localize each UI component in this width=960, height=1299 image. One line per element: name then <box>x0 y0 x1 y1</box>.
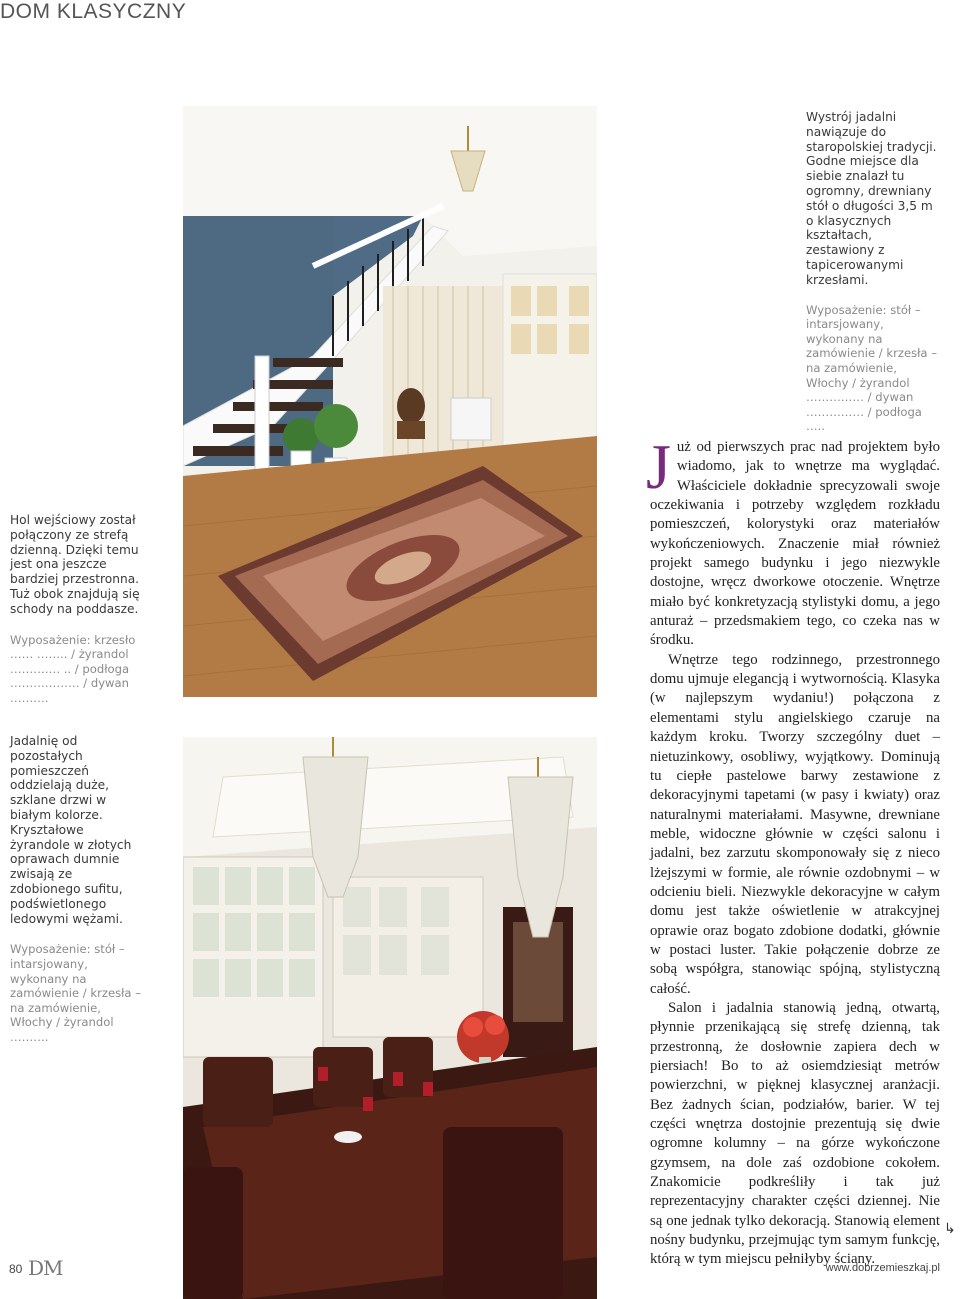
caption-text: Hol wejściowy został połączony ze strefą dzienną. Dzięki temu jest ona jeszcze bardziej przestronna. Tuż obok znajdują się schody na poddasze. <box>10 513 140 616</box>
article-paragraph-2: Wnętrze tego rodzinnego, przestronnego domu ujmuje elegancją i wytwornością. Klasyka (w najlepszym wydaniu!) połączona z elementami stylu angielskiego czaruje na każdym kroku. Tworzy szczególny duet – nietuzinkowy, osobliwy, wyjątkowy. Dominują tu ciepłe pastelowe barwy zestawione z dekoracyjnymi tapetami (w pasy i kwiaty) oraz naturalnymi materiałami. Masywne, drewniane meble, widoczne głównie w części salonu i jadalni, bez zarzutu skomponowały się z nieco lżejszymi w formie, ale równie ozdobnymi – w odcieniu bieli. Niezwykle dekoracyjne w całym domu jest także oświetlenie w atrakcyjnej oprawie oraz bogato zdobione dodatki, głównie w postaci luster. Takie połączenie dobrze ze sobą współgra, stanowiąc spójną, stylistyczną całość. <box>650 651 940 997</box>
equipment-list <box>10 942 142 1044</box>
caption-text: Wystrój jadalni nawiązuje do staropolskiej tradycji. Godne miejsce dla siebie znalazł tu ogromny, drewniany stół o długości 3,5 m o klasycznych kształtach, zestawiony z tapicerowanymi krzesłami. <box>806 110 937 287</box>
website-url[interactable]: www.dobrzemieszkaj.pl <box>825 1262 940 1274</box>
equipment-label: Wyposażenie: <box>10 632 91 647</box>
article-paragraph-3: Salon i jadalnia stanowią jedną, otwartą, płynnie przenikającą się strefę dzienną, tak przestronną, że dosłownie zapiera dech w piersiach! Bo to aż osiemdziesiąt metrów powierzchni, w pięknej klasycznej aranżacji. Bez żadnych ścian, podziałów, barier. W tej części wnętrza dostojnie prezentują się dwie ogromne kolumny – na górze wykończone gzymsem, na dole zaś ozdobione cokołem. Znakomicie podkreśliły i tak już reprezentacyjny charakter części dziennej. Nie są one jednak tylko dekoracją. Stanowią element nośny budynku, przejmując tym samym funkcję, którą w tym miejscu pełniłyby ściany. <box>650 999 940 1268</box>
article-paragraph-1 <box>646 431 940 651</box>
caption-text: Jadalnię od pozostałych pomieszczeń oddzielają duże, szklane drzwi w białym kolorze. Kryształowe żyrandole w złotych oprawach dumnie zwisają ze zdobionego sufitu, podświetlonego ledowymi wężami. <box>10 734 132 926</box>
equipment-label: Wyposażenie: <box>10 942 91 957</box>
hall-photo <box>183 106 597 697</box>
caption-dining-doors <box>10 734 142 1045</box>
equipment-list <box>806 303 938 434</box>
equipment-list <box>10 633 142 706</box>
equipment-text: stół – intarsjowany, wykonany na zamówienie / krzesła – na zamówienie, Włochy / żyrandol …………… / dywan …………… / podłoga ….. <box>806 302 938 434</box>
dining-illustration <box>183 737 597 1299</box>
equipment-label: Wyposażenie: <box>806 302 887 317</box>
article-body <box>646 431 940 1270</box>
page-number: 80 <box>9 1262 23 1276</box>
hall-illustration <box>183 106 597 697</box>
continue-arrow-icon: ↳ <box>944 1220 956 1236</box>
caption-dining-tradition <box>806 110 938 434</box>
equipment-text: stół – intarsjowany, wykonany na zamówienie / krzesła – na zamówienie, Włochy / żyrandol ………. <box>10 942 142 1044</box>
section-title: DOM KLASYCZNY <box>0 0 187 23</box>
caption-hall <box>10 513 142 706</box>
dining-photo <box>183 737 597 1299</box>
drop-cap: J <box>646 431 671 502</box>
paragraph-text: uż od pierwszych prac nad projektem było wiadomo, jak to wnętrze ma wyglądać. Właściciele dokładnie sprecyzowali swoje oczekiwania i potrzeby względem rozkładu pomieszczeń, kolorystyki oraz materiałów wykończeniowych. Znaczenie miał również projekt samego budynku i jego niezwykle dostojne, wręcz dworkowe otoczenie. Wnętrze miało być konkretyzacją stylistyki domu, a jego anturaż – przedsmakiem tego, co czeka nas w środku. <box>650 439 940 649</box>
equipment-text: krzesło …… …….. / żyrandol …………. .. / podłoga ……………… / dywan ………. <box>10 632 136 705</box>
magazine-logo: DM <box>28 1256 63 1280</box>
